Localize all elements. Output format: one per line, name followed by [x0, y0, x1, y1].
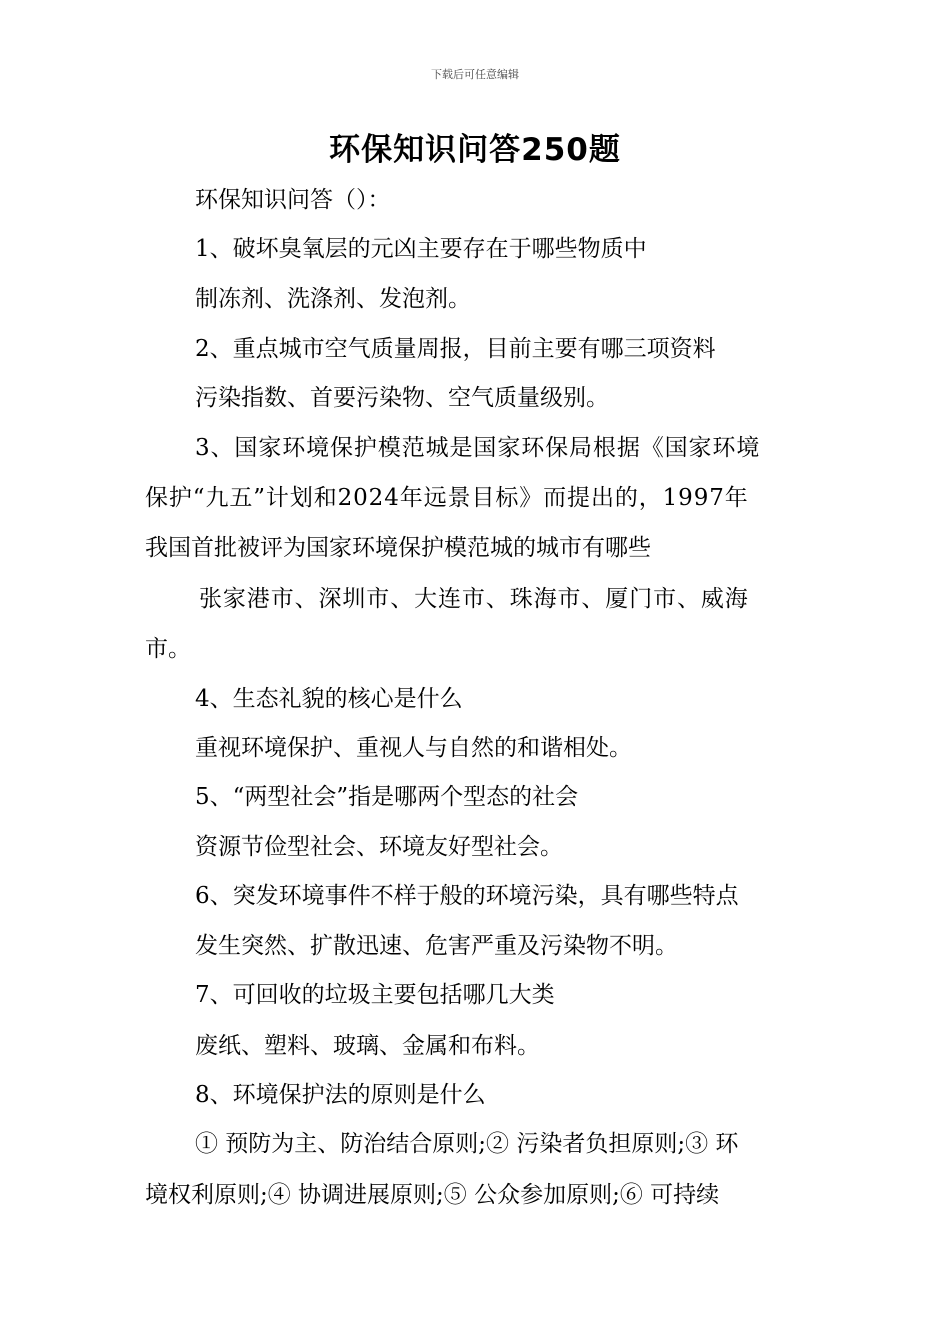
text-line: 重视环境保护、重视人与自然的和谐相处。: [195, 735, 632, 761]
text-line: 1、破坏臭氧层的元凶主要存在于哪些物质中: [195, 236, 647, 262]
text-line: 发生突然、扩散迅速、危害严重及污染物不明。: [195, 933, 678, 959]
text-line: 7、可回收的垃圾主要包括哪几大类: [195, 982, 555, 1008]
text-line: 保护“九五”计划和2024年远景目标》而提出的，1997年: [145, 485, 749, 511]
text-line: 市。: [145, 636, 191, 662]
text-line: 境权利原则;④ 协调进展原则;⑤ 公众参加原则;⑥ 可持续: [145, 1182, 720, 1208]
text-line: 废纸、塑料、玻璃、金属和布料。: [195, 1033, 540, 1059]
text-line: 制冻剂、洗涤剂、发泡剂。: [195, 286, 471, 312]
text-line: 污染指数、首要污染物、空气质量级别。: [195, 385, 609, 411]
text-line: 6、突发环境事件不样于般的环境污染，具有哪些特点: [195, 883, 739, 909]
text-line: 张家港市、深圳市、大连市、珠海市、厦门市、威海: [199, 586, 749, 612]
text-line: 2、重点城市空气质量周报，目前主要有哪三项资料: [195, 336, 716, 362]
text-line: 5、“两型社会”指是哪两个型态的社会: [195, 784, 579, 810]
text-line: 8、环境保护法的原则是什么: [195, 1082, 486, 1108]
text-line: 资源节俭型社会、环境友好型社会。: [195, 834, 563, 860]
document-title: 环保知识问答250题: [329, 132, 621, 168]
header-note: 下载后可任意编辑: [431, 68, 519, 81]
text-line: ① 预防为主、防治结合原则;② 污染者负担原则;③ 环: [195, 1131, 739, 1157]
text-line: 4、生态礼貌的核心是什么: [195, 686, 463, 712]
text-line: 环保知识问答（）：: [195, 187, 391, 213]
text-line: 我国首批被评为国家环境保护模范城的城市有哪些: [145, 535, 651, 561]
text-line: 3、国家环境保护模范城是国家环保局根据《国家环境: [195, 435, 761, 461]
